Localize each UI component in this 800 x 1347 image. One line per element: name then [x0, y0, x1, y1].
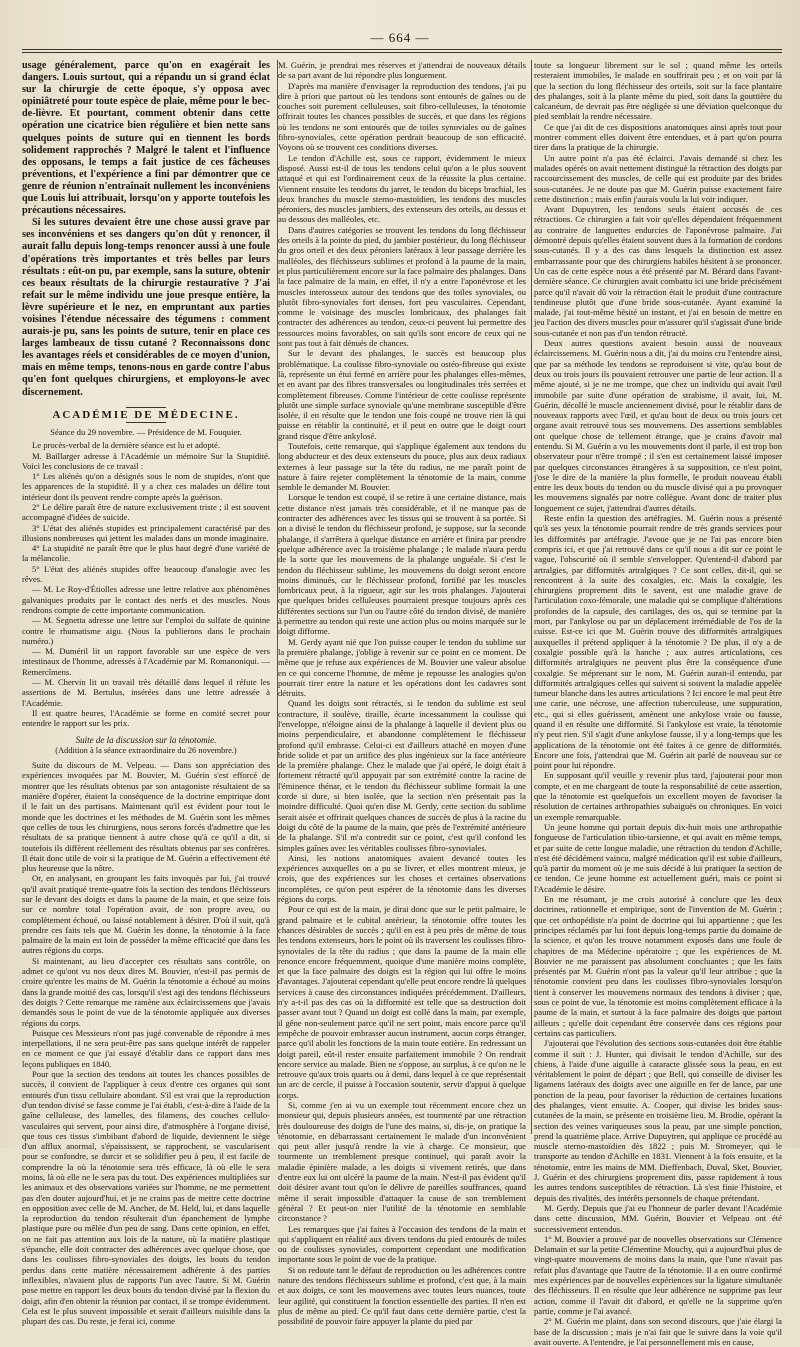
body-paragraph: J'ajouterai que l'évolution des sections sous-cutanées doit être établie comme il suit : J. Hunter, qui divisait le tendon d'Achille, sur des chiens, à l'aide d'une aiguille à cataracte glissée sous la peau, en est véritablement le point de départ ; que Bell, qui conseille de diviser les ligamens latéraux des doigts avec une aiguille en fer de lance, par une ponction de la peau, pour favoriser la réduction de certaines luxations des phalanges, vient ensuite. A. Cooper, qui divise les brides sous-cutanées de la main, se présente en troisième lieu. M. Brodie, opérant la section des veines variqueuses sous la peau, par une simple ponction, prend la quatrième place. Arrive Dupuytren, qui applique ce procédé au muscle sterno-mastoïdien dès 1822 ; puis M. Stromeyer, qui le transporte au tendon d'Achille en 1831. Viennent à la fois ensuite, et la ténotomie, entre les mains de MM. Dieffenbach, Duval, Sket, Bouvier, J. Guérin et des chirurgiens proprement dits, passe rapidement à tous les autres tendons susceptibles de rétraction. Là s'est finie l'histoire, et depuis des rivalités, des intérêts personnels de chaque prétendant.	[534, 1038, 782, 1203]
page-number: — 664 —	[370, 30, 430, 45]
body-paragraph: Or, en analysant, en groupant les faits invoqués par lui, j'ai trouvé qu'il avait pratiqué trente-quatre fois la section des tendons fléchisseurs sur le devant des doigts et dans la paume de la main, et que seize fois sur ce nombre total l'opération avait, de son propre aveu, ou complètement échoué, ou laissé notablement à désirer. D'où il suit, qu'à prendre ces faits tels que M. Guérin les donne, la ténotomie à la face palmaire de la main est loin de posséder la même efficacité que dans les autres régions du corps.	[22, 873, 270, 956]
column-1	[22, 60, 270, 1347]
body-paragraph: M. Baillarger adresse à l'Académie un mémoire Sur la Stupidité. Voici les conclusions de ce travail :	[22, 450, 270, 471]
discussion-heading: Suite de la discussion sur la ténotomie.	[75, 734, 217, 745]
body-paragraph: Les remarques que j'ai faites à l'occasion des tendons de la main et qui s'appliquent en réalité aux divers tendons du pied entourés de toiles ou de coulisses synoviales, comportent cependant une modification importante sous le point de vue de la pratique.	[278, 1223, 526, 1265]
body-paragraph: Le tendon d'Achille est, sous ce rapport, évidemment le mieux disposé. Aussi est-il de tous les tendons celui qu'on a le plus souvent attaqué et qui est l'ordinairement ceux de la réussite la plus certaine. Viennent ensuite les tendons du jarret, le tendon du biceps brachial, les deux branches du muscle sterno-mastoïdien, les tendons des muscles péroniers, des muscles jambiers, des extenseurs des orteils, au dessus et au dessous des malléoles, etc.	[278, 152, 526, 225]
body-paragraph: 1° M. Bouvier a prouvé par de nouvelles observations sur Clémence Delamain et sur la petite Clémentine Mouchy, qui a aujourd'hui plus de vingt-quatre mouvemens de moins dans la main, que l'une n'avait pas refait plus d'avantage que l'autre de la ténotomie. Il a en outre confirmé mes expériences par de nouvelles expériences sur la ligature simultanée des fléchisseurs. Il en résulte que leur adhérence ne supprime pas leur action, comme il l'avait dit d'abord, et qu'elle ne la supprime qu'en partie, comme je l'ai avancé.	[534, 1233, 782, 1316]
body-paragraph: Si maintenant, au lieu d'accepter ces résultats sans contrôle, on admet ce qu'ont vu nos deux dires M. Bouvier, n'est-il pas permis de croire qu'entre les mains de M. Guérin la ténotomie a échoué au moins dans la grande moitié des cas, lorsqu'il s'est agi des tendons fléchisseurs des doigts ? Cette remarque me ramène aux éclaircissemens que j'avais demandés sous le point de vue de la ténotomie appliquée aux diverses régions du corps.	[22, 955, 270, 1028]
body-paragraph: M. Gerdy. Depuis que j'ai eu l'honneur de parler devant l'Académie dans cette discussion, MM. Guérin, Bouvier et Velpeau ont été successivement entendus.	[534, 1202, 782, 1234]
body-paragraph: 4° La stupidité ne paraît être que le plus haut degré d'une variété de la mélancolie.	[22, 543, 270, 564]
body-paragraph: toute sa longueur librement sur le sol ; quand même les orteils resteraient immobiles, le malade en souffrirait peu ; et on voit par là que la section du long fléchisseur des orteils, soit sur la face plantaire des phalanges, soit à la plante même du pied, soit dans la gouttière du calcanéum, de devrait pas être négligée si une déviation quelconque du pied semblait la rendre nécessaire.	[534, 60, 782, 122]
article-columns	[22, 60, 782, 1347]
body-paragraph: Un autre point n'a pas été éclairci. J'avais demandé si chez les malades opérés on avait nettement distingué la rétraction des doigts par raccourcissement des muscles, de celle qui est produite par des brides sous-cutanées. Je ne doute pas que M. Guérin puisse exactement faire cette distinction ; mais enfin j'aurais voulu la lui voir indiquer.	[534, 152, 782, 204]
body-paragraph: 5° L'état des aliénés stupides offre beaucoup d'analogie avec les rêves.	[22, 563, 270, 585]
body-paragraph: D'après ma manière d'envisager la reproduction des tendons, j'ai pu dire à priori que partout où les tendons sont entourés de gaînes ou de couches soit purement celluleuses, soit fibro-celluleuses, la ténotomie offrirait toutes les chances possibles de succès, et que dans les régions où les tendons ne sont entourés que de toiles synoviales ou de gaînes fibro-synoviales, cette opération perdrait beaucoup de son efficacité. Voyons où se trouvent ces conditions diverses.	[278, 80, 526, 153]
body-paragraph: Pour que la section des tendons ait toutes les chances possibles de succès, il convient de l'appliquer à ceux d'entre ces organes qui sont entourés d'un tissu cellulaire abondant. S'il est vrai que la reproduction d'un tendon divisé se fasse comme je l'ai établi, c'est-à-dire à l'aide de la gaîne celluleuse, des lamelles, des filamens, des couches cellulo-vasculaires qui servent, pour ainsi dire, d'atmosphère à l'organe divisé, que tous ces tissus s'imbibant d'abord de liquide, deviennent le siège d'un afflux anormal, s'épaississent, se rapprochent, se vascularisent pour se confondre, se durcir et se solidifier peu à peu, il est facile de comprendre la où la ténotomie sera très efficace, là où elle le sera moins, là où elle ne le sera pas du tout. Des expériences multipliées sur les animaux et des observations variées sur l'homme, ne me permettent pas d'en douter aujourd'hui, et je ne crains pas de mettre cette doctrine en opposition avec celle de M. Ancher, de M. Held, lui, et dans laquelle la reproduction du tendon résulterait d'un épanchement de lymphe plastique pure ou mêlée d'un peu de sang. Dans cette opinion, en effet, on ne fait pas attention aux lois de la nature, où la matière plastique s'épanche, elle doit contracter des adhérences avec quelque chose, que dans les coulisses fibro-synoviales des doigts, les bouts du tendon perdus dans cette matière nécessairement adhérente à des parties inflexibles, n'avaient plus de rapports l'un avec l'autre. Si M. Guérin pose mettre en rapport les deux bouts du tendon divisé par la flexion du doigt, afin d'en obtenir la réunion par contact, il se trompe évidemment. Cela est le plus souvent impossible et serait d'ailleurs nuisible dans la plupart des cas. Du reste, je ferai ici, comme	[22, 1069, 270, 1327]
column-3	[534, 60, 782, 1347]
body-paragraph: 1° Les aliénés qu'on a désignés sous le nom de stupides, n'ont que les apparences de la stupidité. Il y a chez ces malades un délire tout intérieur dont ils peuvent rendre compte après la guérison.	[22, 471, 270, 502]
body-paragraph: Le procès-verbal de la dernière séance est lu et adopté.	[32, 440, 221, 451]
body-paragraph: Quand les doigts sont rétractés, si le tendon du sublime est seul contracture, il soulève, tiraille, écarte incessamment la coulisse qui l'enveloppe, n'éloigne ainsi de la phalange à laquelle il devient plus ou moins perpendiculaire, et abandonne complètement le fléchisseur profond qu'il embrasse. Celui-ci est d'ailleurs attaché en moyen d'une bride solide et par un artifice des plus ingénieux sur la face antérieure de la première phalange. Chez le malade que j'ai opéré, le doigt était à fortement rétracté qu'il appuyait par son extrémité contre la racine de l'éminence thénar, et le tendon du fléchisseur sublime formait la une corde si dure, si bien isolée, que la section n'en présentait pas la moindre difficulté. Quoi qu'en dise M. Gerdy, cette section du sublime serait aisée et offrirait quelques chances de succès de plus à la racine du doigt du côté de la paume de la main, que près de l'extrémité antérieure de la phalange. S'il m'a contredit sur ce point, c'est qu'il confond les simples gaînes avec les véritables coulisses fibro-synoviales.	[278, 698, 526, 853]
body-paragraph: Reste enfin la question des artéfragies. M. Guérin nous a présenté qu'à ses yeux la ténotomie pourrait rendre de très grands services pour les difformités par artéfragie. J'avoue que je ne l'ai pas encore bien compris ici, et que j'ai retrouvé dans ce qu'il nous a dit sur ce point le vague, l'obscurité où il semble s'envelopper. Qu'entend-il d'abord par artralgies, par difformités artralgiques ? Ce sont celles, dit-il, qui se rencontrent à la suite des coxalgies, etc. Mais la coxalgie, les chirurgiens proprement dits le savent, est une maladie grave de l'articulation coxo-fémorale, une maladie qui se complique d'altérations profondes de la capsule, des cartilages, des os, qui se termine par la mort, par l'ankylose ou par un déplacement irrémédiable de l'os de la cuisse. Est-ce ici que M. Guérin trouve des difformités artralgiques auxquelles il prétend appliquer à la ténotomie ? De plus, il n'y a de coxalgie possible qu'à la hanche ; aux autres articulations, ces difformités artralgiques ne peuvent plus être la conséquence d'une coxalgie. Se méprenant sur le nom, M. Guérin aurait-il entendu, par difformités artralgiques celles qui suivent si souvent la maladie appelée tumeur blanche dans les autres articulations ? Ici encore le mal peut être une carie, une nécrose, une affection tuberculeuse, une suppuration, etc., qui si elles guérissent, amènent une ankylose vraie ou fausse, quand il en résulte une difformité. Si l'ankylose est vraie, la ténotomie n'y peut rien. S'il s'agit d'une ankylose fausse, il y a long-temps que les applications de la ténotomie ont été faites à ce genre de difformités. Encore une fois, j'attendrai que M. Guérin ait parlé de nouveau sur ce point pour lui répondre.	[534, 513, 782, 771]
body-paragraph: En me résumant, je me crois autorisé à conclure que les deux doctrines, rationnelle et empirique, sont de l'invention de M. Guérin ; que cet orthopédiste n'a point de doctrine qui lui appartienne ; que les principes réclamés par lui font depuis long-temps partie du domaine de la science, et qu'on les trouve notamment exposés dans une foule de chapitres de ma Médecine opératoire ; que les expériences de M. Bouvier ne me paraissent pas absolument concluantes ; que les faits présentés par M. Guérin n'ont pas la valeur qu'il leur attribue ; que la ténotomie convient peu dans les coulisses fibro-synoviales lorsqu'on tient à conserver les mouvemens normaux des tendons à diviser ; que, sous ce point de vue, la ténotomie est moins complètement efficace à la paume de la main, et surtout à la face palmaire des doigts que partout ailleurs ; qu'elle doit cependant être conservée dans ces régions pour certains cas particuliers.	[534, 894, 782, 1038]
body-paragraph: Avant Dupuytren, les tendons seuls étaient accusés de ces rétractions. Ce chirurgien a fait voir qu'elles dépendaient fréquemment au contraire de languettes endurcies de l'aponévrose palmaire. J'ai démontré depuis qu'elles étaient souvent dues à la formation de cordons sous-cutanés. Il y a des cas dans lesquels la distinction est assez embarrassante pour que des chirurgiens habiles hésitent à se prononcer. Un cas de cette espèce nous a été présenté par M. Bérard dans l'avant-dernière séance. Ce chirurgien avait combattu ici une bride précisément parce qu'il n'avait dû voir la rétraction était le produit d'une contracture tendineuse plutôt que d'une bride sous-cutanée. Ayant examiné la malade, j'ai tout-même hésité un instant, et j'ai en besoin de mettre en jeu l'action des divers muscles pour m'assurer qu'il s'agissait d'une bride sous-cutanée et non pas d'un tendon rétracté.	[534, 204, 782, 338]
body-paragraph: 3° L'état des aliénés stupides est principalement caractérisé par des illusions nombreuses qui jettent les malades dans un monde imaginaire.	[22, 522, 270, 543]
body-paragraph: Sur le devant des phalanges, le succès est beaucoup plus problématique. La coulisse fibro-synoviale ou ostéo-fibreuse qui existe là, représente un étui fermé en arrière pour les phalanges elles-mêmes, et en avant par des fibres transversales ou longitudinales très serrées et complètement fibreuses. Comme l'intérieur de cette coulisse représente plutôt une simple surface synoviale qu'une membrane susceptible d'être isolée, il en résulte que le tendon une fois coupé ne trouve rien là qui puisse en rétablir la continuité, et il peut en outre que le doigt court grand risque d'être ankylosé.	[278, 348, 526, 441]
body-paragraph: Il est quatre heures, l'Académie se forme en comité secret pour entendre le rapport sur les prix.	[22, 707, 270, 729]
body-paragraph: Puisque ces Messieurs n'ont pas jugé convenable de répondre à mes interpellations, il ne sera peut-être pas sans quelque intérêt de rappeler en ce moment ce que j'ai essayé d'établir dans ce rapport dans mes leçons publiques en 1840.	[22, 1027, 270, 1069]
body-paragraph: Si, comme j'en ai vu un exemple tout récemment encore chez un monsieur qui, depuis plusieurs années, est tourmenté par une rétraction très douloureuse des doigts de l'une des mains, si, dis-je, on pratique la ténotomie, en débarrassant certainement le malade d'un inconvénient qui peut aller jusqu'à rendre la vie à charge. Ce monsieur, que tourmente un tremblement presque continuel, qui paraît avoir la maladie épinière malade, a les doigts si vivement retirés, que dans d'entre eux lui ont ulcéré la paume de la main. N'est-il pas évident qu'il doit désirer avant tout qu'on le délivre de pareilles souffrances, quand même il serait impossible d'attaquer la cause de son tremblement général ? Et peut-on nier l'utilité de la ténotomie en semblable circonstance ?	[278, 1099, 526, 1224]
body-paragraph: Un jeune homme qui portait depuis dix-huit mois une arthropathie fongueuse de l'articulation tibio-tarsienne, et qui avait en même temps, et par suite de cette longue maladie, une rétraction du tendon d'Achille, n'est été décidément vaincu, malgré médication qu'il est subie d'ailleurs, qu'à partir du moment où je me suis décidé à lui pratiquer la section de ce tendon. Ce jeune homme est actuellement guéri, mais ce point si l'Académie le désire.	[534, 821, 782, 894]
discussion-subheading: (Addition à la séance extraordinaire du 26 novembre.)	[55, 745, 237, 755]
body-paragraph: Pour ce qui est de la main, je dirai donc que sur le petit palmaire, le grand palmaire et le cubital antérieur, la ténotomie offre toutes les chances désirables de succès ; qu'il en est à peu près de même de tous les tendons extenseurs, hors le point où ils traversent les coulisses fibro-synoviales de la tête du radius ; que dans la paume de la main elle renonce encore fréquemment, quoique d'une manière moins complète, et que la face palmaire des doigts est la région qui lui offre le moins d'avantages. J'ajouterai cependant qu'elle peut encore rendre là quelques services à cause des circonstances indiquées précédemment. D'ailleurs, n'y a-t-il pas des cas où la difformité est telle que sa destruction doit passer avant tout ? Quand un doigt est collé dans la main, par exemple, il gêne non-seulement parce qu'il ne sert point, mais encore parce qu'il empêche de pouvoir embrasser aucun instrument, aucun corps étranger, parce qu'il abolit les fonctions de la main toute entière. En redressant un doigt pareil, eût-il rester ensuite parfaitement immobile ? On rendrait encore service au malade. Bien ne s'oppose, au surplus, à ce qu'on ne le retrouve qu'aux trois quarts ou à demi, dans lequel à ce que représentait un arc de cercle, il puisse à l'occasion soutenir, servir d'appui à quelque corps.	[278, 904, 526, 1100]
body-paragraph: Ce que j'ai dit de ces dispositions anatomiques ainsi après tout pour montrer comment elles doivent être entendues, et à part qu'on pourra tirer dans la pratique de la chirurgie.	[534, 121, 782, 153]
body-paragraph: — M. Segnetta adresse une lettre sur l'emploi du sulfate de quinine contre le rhumatisme aigu. (Nous la publierons dans le prochain numéro.)	[22, 615, 270, 646]
body-paragraph: En supposant qu'il veuille y revenir plus tard, j'ajouterai pour mon compte, et en me chargeant de toute la responsabilité de cette assertion, que la ténotomie est quelquefois un excellent moyen de favoriser la résolution de certaines arthropathies subaiguës ou chroniques. En voici un exemple remarquable.	[534, 770, 782, 822]
body-paragraph: Si on redoute tant le défaut de reproduction ou les adhérences contre nature des tendons fléchisseurs sublime et profond, c'est que, à la main et aux doigts, ce sont les mouvemens avec toutes leurs nuances, toute leur agilité, qui constituent la fonction essentielle des parties. Il n'en est plus de même au pied. Ce qu'il faut dans cette dernière partie, c'est la possibilité de pouvoir faire appuyer la plante du pied par	[278, 1264, 526, 1327]
body-paragraph: — M. Le Roy-d'Étiolles adresse une lettre relative aux phénomènes galvaniques produits par le contact des nerfs et des muscles. Nous rendrons compte de cette importante communication.	[22, 584, 270, 615]
body-paragraph: Deux autres questions avaient besoin aussi de nouveaux éclaircissemens. M. Guérin nous a dit, j'ai du moins cru l'entendre ainsi, que par sa méthode les tendons se reproduisent si vite, qu'au bout de deux ou trois jours ils pouvaient retrouver une partie de leur action. Il a même ajouté, si je ne me trompe, que chez un individu qui avait l'œil immobile par suite d'une opération de strabisme, il avait, lui, M. Guérin, décollé le muscle anciennement divisé, pour le rétablir dans de nouveaux rapports avec l'œil, et qu'au bout de deux ou trois jours cet organe avait retrouvé tous ses mouvemens. Des assertions semblables ont quelque chose de tellement étrange, que je crains d'avoir mal entendu. Si M. Guérin a vu les mouvements dont il parle, il est trop bon observateur pour n'être trompé ; il s'en est certainement laissé imposer par quelques circonstances étrangères à sa supposition, ce n'est point, j'ose le dire de la manière la plus formelle, le produit nouveau établi entre les deux bouts du tendon ou du muscle divisé qui a pu provoquer les mouvemens signalés par notre collègue. Avant donc de traiter plus longuement ce sujet, j'attendrai d'autres détails.	[534, 338, 782, 513]
academy-section-title: ACADÉMIE DE MÉDECINE.	[22, 407, 270, 423]
body-paragraph: 2° M. Guérin me plaint, dans son second discours, que j'aie élargi la base de la discussion ; mais je n'ai fait que le suivre dans la voie qu'il avait ouverte. A l'entendre, je l'ai personnellement mis en cause,	[534, 1316, 782, 1347]
header-rule	[22, 49, 782, 53]
body-paragraph: Ainsi, les notions anatomiques avaient devancé toutes les expériences auxquelles on a pu se livrer, et elles montrent mieux, je crois, que des expériences sur les choses et certaines observations incomplètes, ce qu'on peut espérer de la ténotomie dans les diverses régions du corps.	[278, 852, 526, 905]
intro-paragraph: usage généralement, parce qu'on en exagérait les dangers. Louis surtout, qui a répandu un si grand éclat sur la chirurgie de cette époque, s'y opposa avec opiniâtreté pour toute espèce de plaie, même pour le bec-de-lièvre. Et pourtant, comment obtenir dans cette opération une cicatrice bien régulière et bien nette sans quelques points de suture qui en tiennent les bords solidement rapprochés ? Malgré le talent et l'influence des opposans, le temps a fait justice de ces fâcheuses préventions, et l'expérience a fini par démontrer que ce genre de réunion n'entraînait nullement les inconvéniens que Louis lui attribuait, lorsqu'on y apporte toutefois les précautions nécessaires.	[22, 60, 270, 217]
body-paragraph: Toutefois, cette remarque, qui s'applique également aux tendons du long abducteur et des deux extenseurs du pouce, plus aux deux radiaux externes à leur passage sur la tête du radius, ne me paraît point de nature à faire rejeter complètement la ténotomie de la main, comme semble le demander M. Bouvier.	[278, 440, 526, 493]
session-line: Séance du 29 novembre. — Présidence de M. Fouquier.	[50, 426, 242, 437]
body-paragraph: Lorsque le tendon est coupé, il se retire à une certaine distance, mais cette distance n'est jamais très considérable, et il ne manque pas de contracter des adhérences avec les tissus qui se trouvent à sa portée. Si on a divisé le tendon du fléchisseur profond, je suppose, sur la seconde phalange, il s'arrêtera à quelque distance en arrière et finira par prendre quelque adhérence avec la troisième phalange ; le malade n'aura perdu de la sorte que les mouvemens de la phalange unguéale. Si c'est le tendon du fléchisseur sublime, les mouvemens du doigt seront encore moins diminués, car le fléchisseur profond, fortifié par les muscles lombricaux peut, à la rigueur, agir sur les trois phalanges. J'ajouterai que quelques brides celluleuses pourraient presque toujours après ces différentes sections sur l'un ou l'autre côté du tendon divisé, de manière à permettre au tendon qui reste une action plus ou moins marquée sur le doigt difforme.	[278, 492, 526, 637]
body-paragraph: Suite du discours de M. Velpeau. — Dans son appréciation des expériences invoquées par M. Bouvier, M. Guérin s'est efforcé de montrer que les résultats obtenus par son antagoniste résultaient de sa manière d'opérer, étaient la conséquence de la doctrine empirique dont il le fait un des partisans. Maintenant qu'il est évident pour tout le monde que les doctrines et les méthodes de M. Guérin sont les mêmes que celles de tous les chirurgiens, nous serons forcés d'admettre que les résultats de sa pratique tiennent à autre chose qu'à ce qu'il a dit, si toutefois ils diffèrent réellement des résultats obtenus par ses confrères. Il était donc utile de voir si la pratique de M. Guérin a effectivement été plus heureuse que la nôtre.	[22, 760, 270, 874]
intro-paragraph: Si les sutures devaient être une chose aussi grave par ses inconvéniens et ses dangers qu'on dût y renoncer, il aurait fallu depuis long-temps renoncer aussi à une foule d'opérations très importantes et très belles par leurs résultats : eût-on pu, par exemple, sans la suture, obtenir ces beaux résultats de la chirurgie restaurative ? J'ai refait sur le même individu une joue presque entière, la lèvre supérieure et le nez, en empruntant aux parties voisines l'étendue nécessaire des tégumens : comment aurais-je pu, sans les points de suture, tenir en place ces larges lambeaux de tissu cutané ? Reconnaissons donc les avantages réels et considérables de ce moyen d'union, mais en même temps, tenons-nous en garde contre l'abus qu'en font quelques chirurgiens, et employons-le avec discernement.	[22, 217, 270, 398]
body-paragraph: 2° Le délire paraît être de nature exclusivement triste ; il est souvent accompagné d'idées de suicide.	[22, 502, 270, 523]
body-paragraph: M. Gerdy ayant nié que l'on puisse couper le tendon du sublime sur la première phalange, j'oblige à revenir sur ce point en ce moment. De même que je refuse aux expériences de M. Bouvier une valeur absolue en ce qui concerne l'homme, de même je repousse les analogies qu'on pourrait tirer entre la nature et les opérations dont les cadavres sont détruits.	[278, 636, 526, 699]
body-paragraph: M. Guérin, je prendrai mes réserves et j'attendrai de nouveaux détails de sa part avant de lui répondre plus longuement.	[278, 60, 526, 81]
body-paragraph: Dans d'autres catégories se trouvent les tendons du long fléchisseur des orteils à la pointe du pied, du jambier postérieur, du long fléchisseur du gros orteil et des deux péroniers latéraux à leur passage derrière les malléoles, des fléchisseurs sublimes et profond à la paume de la main, et plus particulièrement encore sur la face palmaire des phalanges. Dans la face palmaire de la main, en effet, il n'y a entre l'aponévrose et les muscles interosseux autour des tendons que des toiles synoviales, ou plutôt fibro-synoviales fort denses, fort peu vasculaires. Cependant, comme le voisinage des muscles lombricaux, des phalanges fait contracter des adhérences au tendon, ceux-ci peuvent lui permettre des ressources moins favorables, on sait qu'ils sont encore de ceux qui ne sont pas tout à fait dénués de chances.	[278, 224, 526, 349]
body-paragraph: — M. Chervin lit un travail très détaillé dans lequel il réfute les assertions de M. Bertulus, insérées dans une lettre adressée à l'Académie.	[22, 677, 270, 708]
column-2	[278, 60, 526, 1347]
body-paragraph: — M. Duméril lit un rapport favorable sur une espèce de vers intestinaux de l'homme, adressés à l'Académie par M. Romanoniqui. — Remercîmens.	[22, 646, 270, 677]
